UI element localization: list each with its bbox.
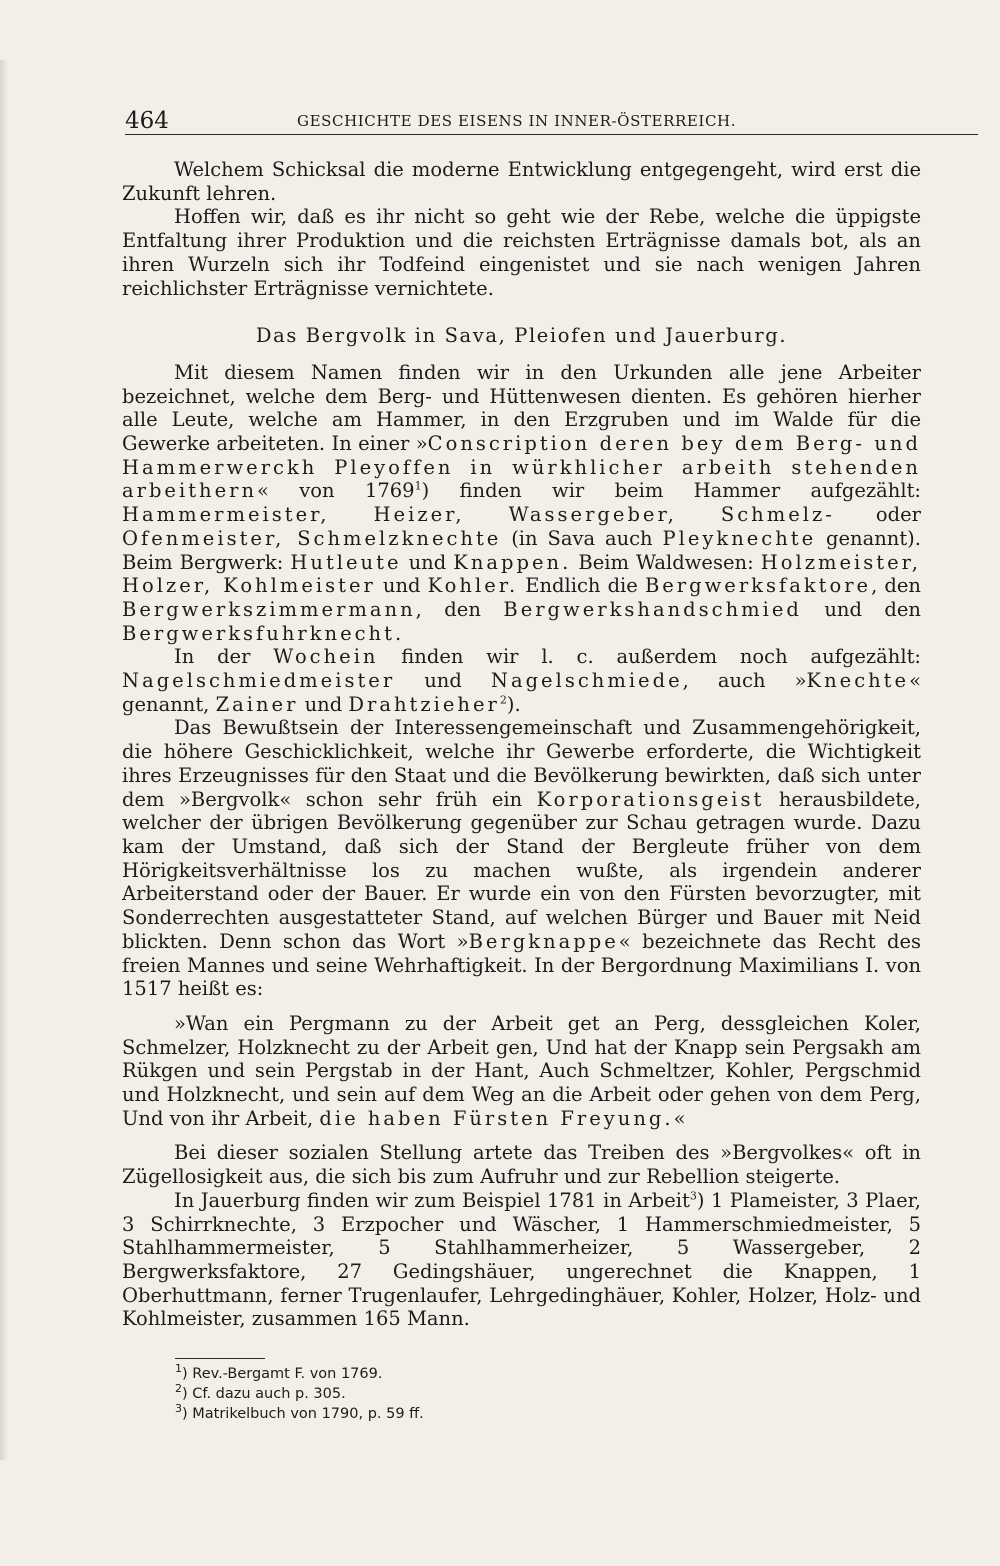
footnote-ref-3: 3 bbox=[689, 1189, 697, 1203]
page-number: 464 bbox=[125, 108, 169, 134]
footnotes bbox=[175, 1364, 424, 1424]
paragraph-1: Welchem Schicksal die moderne Entwicklung entgegengeht, wird erst die Zukunft lehren. bbox=[122, 158, 921, 205]
paragraph-2: Hoffen wir, daß es ihr nicht so geht wie der Rebe, welche die üppigste Entfaltung ihrer Produktion und die reichsten Erträgnisse damals bot, als an ihren Wurzeln sich ihr Todfeind eingenistet und sie nach wenigen Jahren reichlichster Erträgnisse vernichtete. bbox=[122, 205, 921, 300]
paragraph-7: In Jauerburg finden wir zum Beispiel 1781 in Arbeit$^3$) 1 Plameister, 3 Plaer, 3 Schirrknechte, 3 Erzpocher und Wäscher, 1 Hammerschmiedmeister, 5 Stahlhammermeister, 5 Stahlhammerheizer, 5 Wassergeber, 2 Bergwerksfaktore, 27 Gedingshäuer, ungerechnet die Knappen, 1 Oberhuttmann, ferner Trugenlaufer, Lehrgedinghäuer, Kohler, Holzer, Holz- und Kohlmeister, zusammen 165 Mann. bbox=[122, 1188, 921, 1331]
paragraph-4: In der Wochein finden wir l. c. außerdem noch aufgezählt: Nagelschmiedmeister und Nagelschmiede, auch »Knechte« genannt, Zainer und Drahtzieher$^2$). bbox=[122, 645, 921, 716]
page-header bbox=[125, 106, 978, 135]
footnote-divider bbox=[175, 1358, 265, 1359]
footnote-2: $^2$) Cf. dazu auch p. 305. bbox=[175, 1382, 346, 1402]
quotation: »Wan ein Pergmann zu der Arbeit get an Perg, dessgleichen Koler, Schmelzer, Holzknecht zu der Arbeit gen, Und hat der Knapp sein Pergsakh am Rükgen und sein Pergstab in der Hant, Auch Schmeltzer, Kohler, Pergschmid und Holzknecht, und sein auf dem Weg an die Arbeit oder gehen von dem Perg, Und von ihr Arbeit, die haben Fürsten Freyung.« bbox=[122, 1011, 921, 1130]
paragraph-5: Das Bewußtsein der Interessengemeinschaft und Zusammengehörigkeit, die höhere Geschicklichkeit, welche ihr Gewerbe erforderte, die Wichtigkeit ihres Erzeugnisses für den Staat und die Bevölkerung bewirkten, daß sich unter dem »Bergvolk« schon sehr früh ein Korporationsgeist herausbildete, welcher der übrigen Bevölkerung gegenüber zur Schau getragen wurde. Dazu kam der Umstand, daß sich der Stand der Bergleute früher von dem Hörigkeitsverhältnisse los zu machen wußte, als irgendein anderer Arbeiterstand oder der Bauer. Er wurde ein von den Fürsten bevorzugter, mit Sonderrechten ausgestatteter Stand, auf welchen Bürger und Bauer mit Neid blickten. Denn schon das Wort »Bergknappe« bezeichnete das Recht des freien Mannes und seine Wehrhaftigkeit. In der Bergordnung Maximilians I. von 1517 heißt es: bbox=[122, 716, 922, 1001]
paragraph-3: Mit diesem Namen finden wir in den Urkunden alle jene Arbeiter bezeichnet, welche dem Berg- und Hüttenwesen dienten. Es gehören hierher alle Leute, welche am Hammer, in den Erzgruben und im Walde für die Gewerke arbeiteten. In einer »Conscription deren bey dem Berg- und Hammerwerckh Pleyoffen in würkhlicher arbeith stehenden arbeithern« von 1769$^1$) finden wir beim Hammer aufgezählt: Hammermeister, Heizer, Wassergeber, Schmelz- oder Ofenmeister, Schmelzknechte (in Sava auch Pleyknechte genannt). Beim Bergwerk: Hutleute und Knappen. Beim Waldwesen: Holzmeister, Holzer, Kohlmeister und Kohler. Endlich die Bergwerksfaktore, den Bergwerkszimmermann, den Bergwerkshandschmied und den Bergwerksfuhrknecht. bbox=[122, 360, 922, 645]
page-body bbox=[122, 158, 921, 1331]
footnote-3: $^3$) Matrikelbuch von 1790, p. 59 ff. bbox=[175, 1402, 424, 1422]
section-heading: Das Bergvolk in Sava, Pleiofen und Jauerburg. bbox=[255, 324, 788, 348]
page-edge-shadow bbox=[0, 60, 8, 1460]
running-title: GESCHICHTE DES EISENS IN INNER-ÖSTERREICH. bbox=[297, 112, 737, 130]
footnote-ref-1: 1 bbox=[414, 479, 422, 493]
footnote-1: $^1$) Rev.-Bergamt F. von 1769. bbox=[175, 1362, 383, 1382]
footnote-ref-2: 2 bbox=[499, 693, 507, 707]
paragraph-6: Bei dieser sozialen Stellung artete das Treiben des »Bergvolkes« oft in Zügellosigkeit aus, die sich bis zum Aufruhr und zur Rebellion steigerte. bbox=[122, 1141, 921, 1189]
